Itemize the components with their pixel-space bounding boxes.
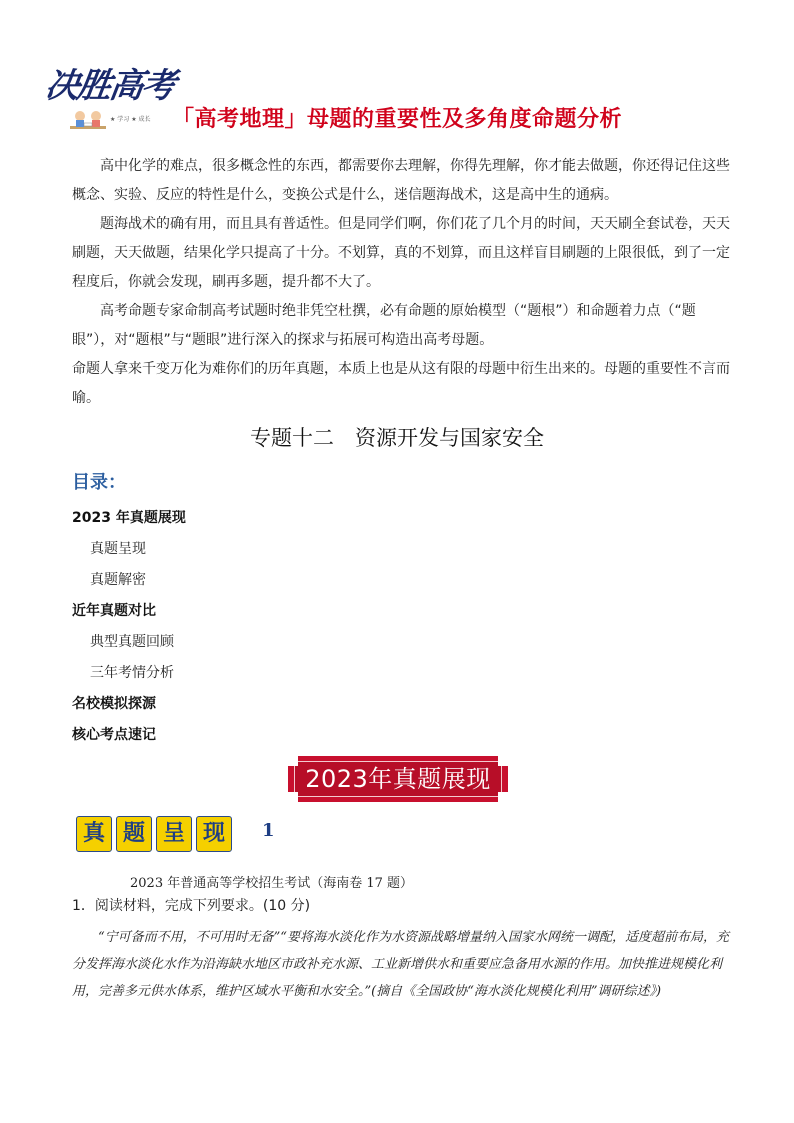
tag-char: 题 [116, 816, 152, 852]
question-stem: 1．阅读材料，完成下列要求。(10 分) [72, 898, 311, 914]
toc-item[interactable]: 真题呈现 [90, 541, 146, 557]
page-title: 「高考地理」母题的重要性及多角度命题分析 [172, 107, 623, 132]
logo-slogan: ★ 学习 ★ 成长 [110, 116, 151, 123]
tag-number: 1 [262, 820, 275, 841]
toc-heading: 目录： [72, 472, 126, 493]
section-banner [288, 756, 508, 802]
tag-char: 呈 [156, 816, 192, 852]
toc-item[interactable]: 2023 年真题展现 [72, 510, 186, 526]
intro-section [72, 152, 734, 413]
logo [42, 58, 177, 142]
toc-item[interactable]: 真题解密 [90, 572, 146, 588]
exam-source: 2023 年普通高等学校招生考试（海南卷 17 题） [130, 876, 414, 891]
toc-item[interactable]: 名校模拟探源 [72, 696, 156, 712]
material-text: “宁可备而不用，不可用时无备”“要将海水淡化作为水资源战略增量纳入国家水网统一调配，适度超前布局，充分发挥海水淡化水作为沿海缺水地区市政补充水源、工业新增供水和重要应急备用水源的作用。加快推进规模化利用，完善多元供水体系，维护区域水平衡和水安全。”(摘自《全国政协“海水淡化规模化利用”调研综述》) [72, 930, 729, 999]
students-illustration-icon [68, 104, 108, 140]
intro-paragraph: 命题人拿来千变万化为难你们的历年真题，本质上也是从这有限的母题中衍生出来的。母题的重要性不言而喻。 [72, 361, 730, 406]
table-of-contents [72, 506, 472, 754]
question-material [72, 924, 732, 1005]
toc-item[interactable]: 近年真题对比 [72, 603, 156, 619]
intro-paragraph: 题海战术的确有用，而且具有普适性。但是同学们啊，你们花了几个月的时间，天天刷全套试卷，天天刷题，天天做题，结果化学只提高了十分。不划算，真的不划算，而且这样盲目刷题的上限很低，到了一定程度后，你就会发现，刷再多题，提升都不大了。 [72, 216, 730, 290]
intro-paragraph: 高中化学的难点，很多概念性的东西，都需要你去理解，你得先理解，你才能去做题，你还得记住这些概念、实验、反应的特性是什么，变换公式是什么，迷信题海战术，这是高中生的通病。 [72, 158, 730, 203]
logo-text: 决胜高考 [42, 66, 177, 106]
intro-paragraph: 高考命题专家命制高考试题时绝非凭空杜撰，必有命题的原始模型（“题根”）和命题着力点（“题眼”），对“题根”与“题眼”进行深入的探求与拓展可构造出高考母题。 [72, 303, 696, 348]
banner-text: 2023年真题展现 [305, 765, 491, 793]
tag-char: 现 [196, 816, 232, 852]
toc-item[interactable]: 三年考情分析 [90, 665, 174, 681]
tag-char: 真 [76, 816, 112, 852]
section-title: 专题十二 资源开发与国家安全 [250, 426, 544, 450]
toc-item[interactable]: 核心考点速记 [72, 727, 156, 743]
toc-item[interactable]: 典型真题回顾 [90, 634, 174, 650]
